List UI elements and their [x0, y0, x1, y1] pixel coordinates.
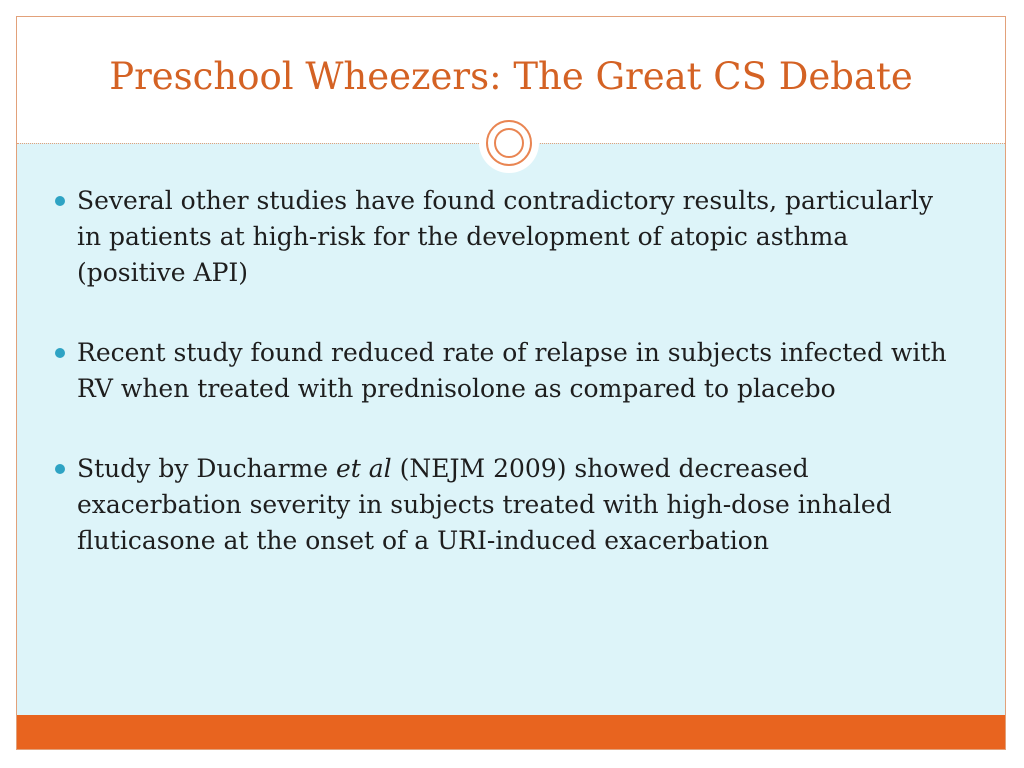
bottom-accent-bar — [17, 715, 1005, 750]
ornament-outer-ring — [486, 120, 532, 166]
bullet-dot-icon — [55, 464, 65, 474]
slide-title: Preschool Wheezers: The Great CS Debate — [109, 55, 913, 98]
bullet-text: Recent study found reduced rate of relapse in subjects infected with RV when treated with prednisolone as compared to placebo — [77, 338, 947, 403]
bullet-text-before: Study by Ducharme — [77, 454, 336, 483]
slide-frame — [16, 16, 1006, 750]
bullet-dot-icon — [55, 348, 65, 358]
double-circle-ornament-icon — [479, 113, 539, 173]
bullet-item — [55, 335, 955, 407]
bullet-item — [55, 183, 955, 291]
ornament-inner-ring — [494, 128, 524, 158]
bullet-text-italic: et al — [335, 454, 392, 483]
bullet-item — [55, 451, 955, 559]
bullet-list — [55, 183, 955, 603]
bullet-text: Several other studies have found contradictory results, particularly in patients at high-risk for the development of atopic asthma (positive API) — [77, 186, 933, 287]
bullet-text-after: (NEJM 2009) showed decreased exacerbation severity in subjects treated with high-dose inhaled fluticasone at the onset of a URI-induced exacerbation — [77, 454, 892, 555]
bullet-dot-icon — [55, 196, 65, 206]
